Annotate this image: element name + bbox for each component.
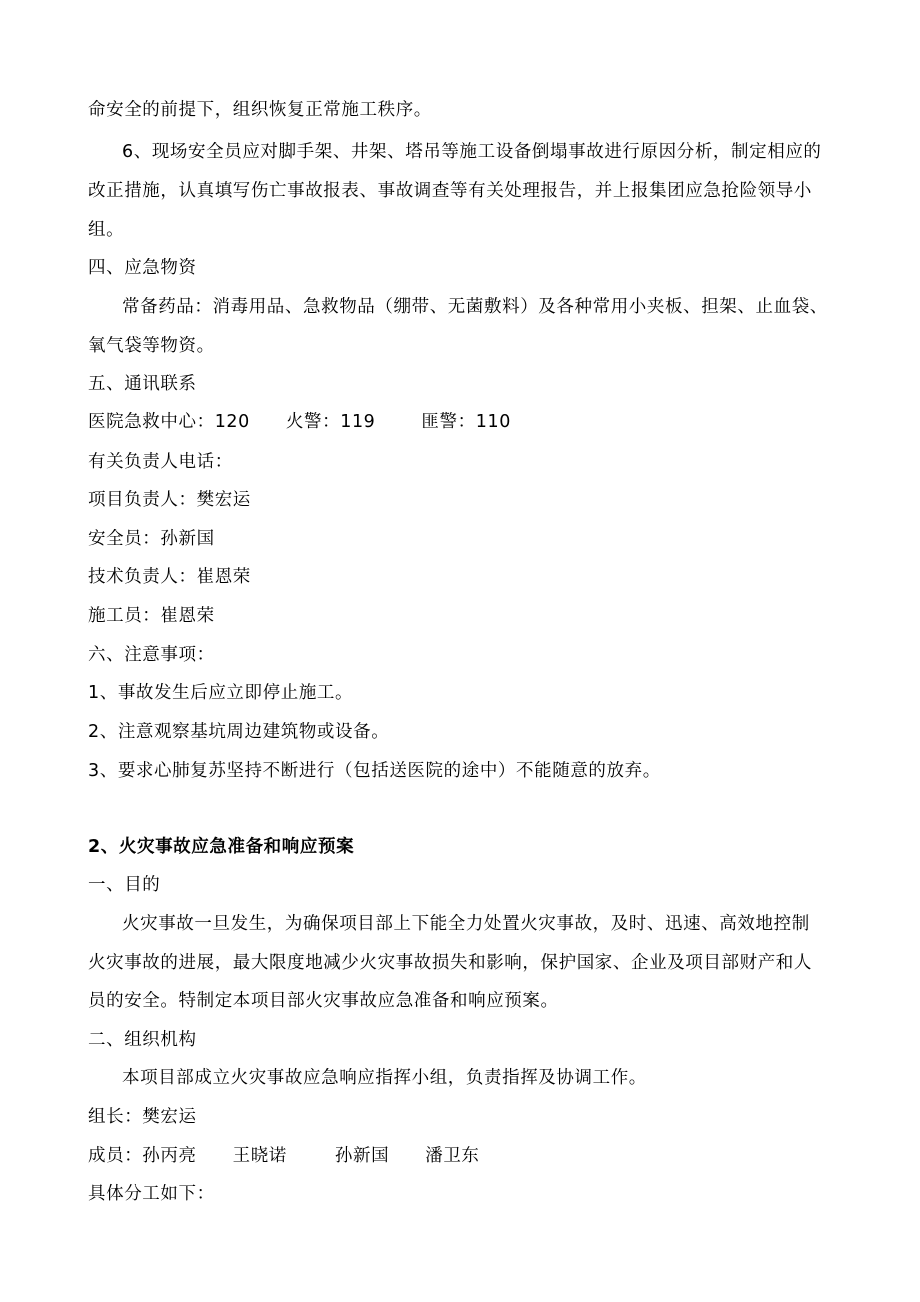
police-number: 匪警：110 xyxy=(421,412,511,432)
member-3: 孙新国 xyxy=(334,1146,390,1166)
contact-line xyxy=(88,410,848,434)
text-line: 6、现场安全员应对脚手架、井架、塔吊等施工设备倒塌事故进行原因分析，制定相应的 xyxy=(122,142,822,162)
text-line: 常备药品：消毒用品、急救物品（绷带、无菌敷料）及各种常用小夹板、担架、止血袋、 xyxy=(122,297,828,317)
text-line: 氧气袋等物资。 xyxy=(88,336,215,356)
section-heading: 五、通讯联系 xyxy=(88,374,197,394)
section-heading: 一、目的 xyxy=(88,875,161,895)
fire-number: 火警：119 xyxy=(285,412,376,432)
text-line: 员的安全。特制定本项目部火灾事故应急准备和响应预案。 xyxy=(88,991,559,1011)
text-line: 施工员：崔恩荣 xyxy=(88,606,215,626)
section-heading: 二、组织机构 xyxy=(88,1030,197,1050)
section-heading: 六、注意事项： xyxy=(88,645,215,665)
hospital-number: 医院急救中心：120 xyxy=(88,412,250,432)
list-item: 1、事故发生后应立即停止施工。 xyxy=(88,683,354,703)
list-item: 2、注意观察基坑周边建筑物或设备。 xyxy=(88,722,390,742)
text-line: 安全员：孙新国 xyxy=(88,529,215,549)
text-line: 组。 xyxy=(88,220,125,240)
list-item: 3、要求心肺复苏坚持不断进行（包括送医院的途中）不能随意的放弃。 xyxy=(88,761,661,781)
member-2: 王晓诺 xyxy=(232,1146,287,1166)
member-1: 成员：孙丙亮 xyxy=(88,1146,197,1166)
member-4: 潘卫东 xyxy=(425,1146,480,1166)
text-line: 组长：樊宏运 xyxy=(88,1107,197,1127)
text-line: 改正措施，认真填写伤亡事故报表、事故调查等有关处理报告，并上报集团应急抢险领导小 xyxy=(88,181,812,201)
section-title: 2、火灾事故应急准备和响应预案 xyxy=(88,837,355,857)
members-line xyxy=(88,1144,848,1168)
text-line: 火灾事故一旦发生，为确保项目部上下能全力处置火灾事故，及时、迅速、高效地控制 xyxy=(122,914,810,934)
text-line: 具体分工如下： xyxy=(88,1184,215,1204)
text-line: 有关负责人电话： xyxy=(88,452,233,472)
section-heading: 四、应急物资 xyxy=(88,258,197,278)
text-line: 技术负责人：崔恩荣 xyxy=(88,567,251,587)
text-line: 项目负责人：樊宏运 xyxy=(88,490,251,510)
text-line: 命安全的前提下，组织恢复正常施工秩序。 xyxy=(88,100,432,120)
text-line: 火灾事故的进展，最大限度地减少火灾事故损失和影响，保护国家、企业及项目部财产和人 xyxy=(88,953,812,973)
text-line: 本项目部成立火灾事故应急响应指挥小组，负责指挥及协调工作。 xyxy=(122,1068,647,1088)
